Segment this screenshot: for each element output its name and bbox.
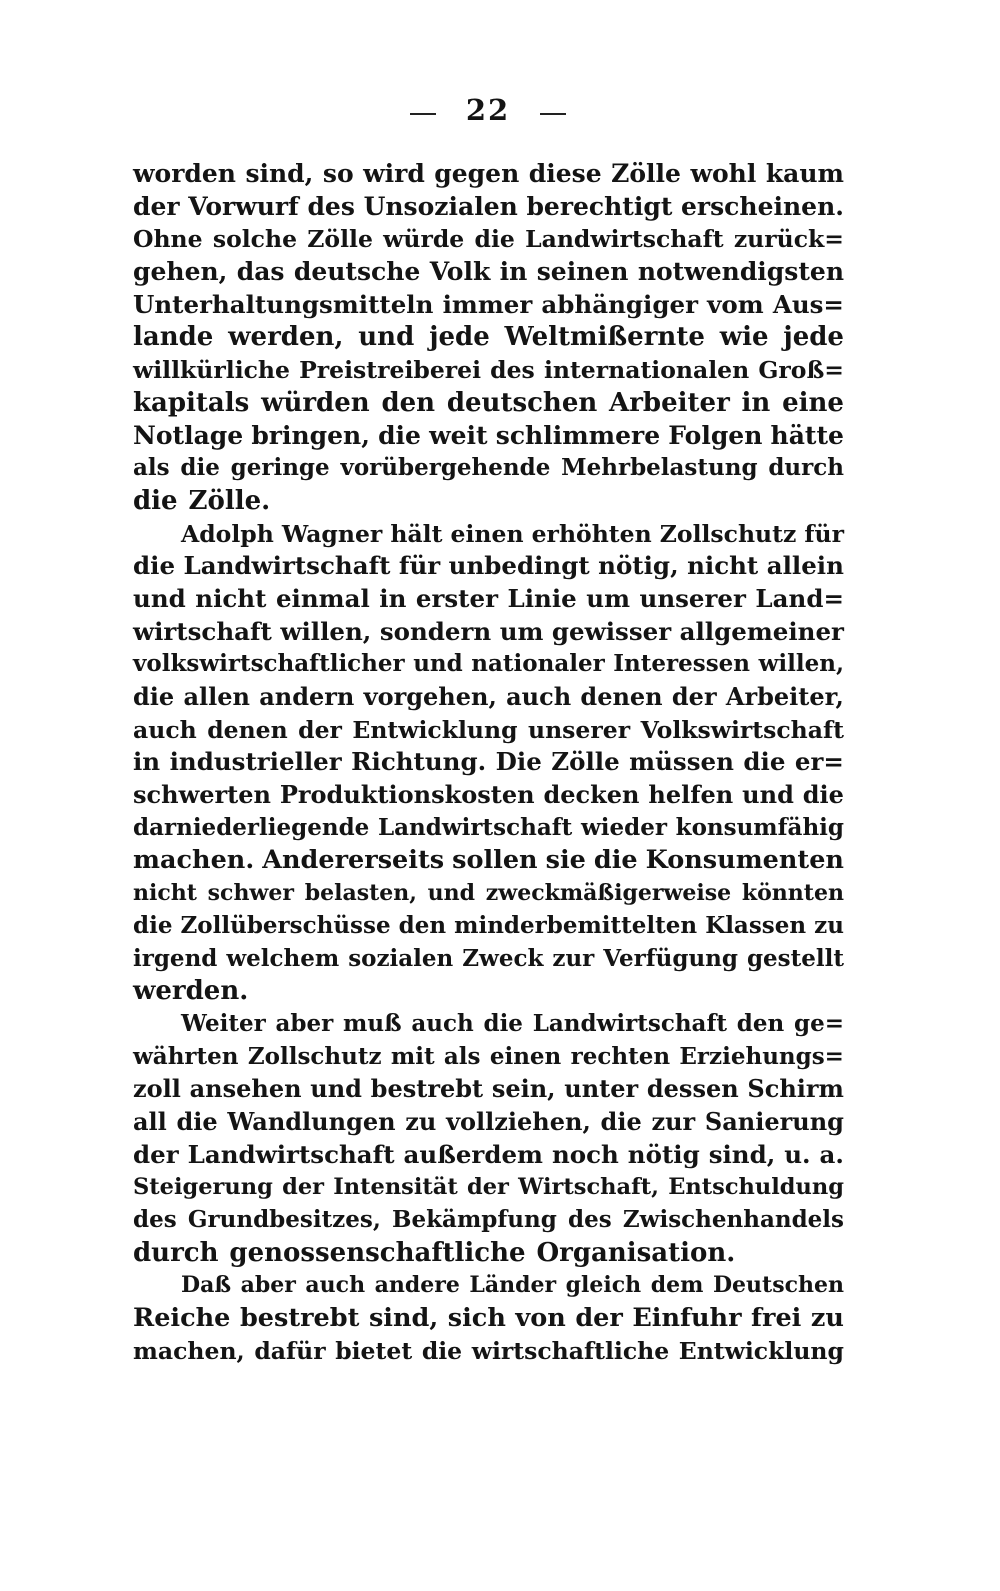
- word: die: [133, 485, 178, 516]
- page-number: 22: [465, 93, 511, 127]
- text-line: [133, 1041, 844, 1074]
- word: wirtschaft: [133, 616, 272, 646]
- word: könnten: [741, 880, 844, 907]
- header-dash-left: [410, 113, 436, 115]
- word: der: [133, 1139, 179, 1169]
- word: Landwirtschaft: [183, 551, 391, 581]
- text-line: [133, 1335, 844, 1368]
- word: so: [322, 159, 354, 188]
- text-line: [133, 289, 844, 322]
- text-line: [133, 910, 844, 943]
- word: Erziehungs=: [679, 1042, 844, 1070]
- word: noch: [551, 1139, 619, 1169]
- word: Notlage: [133, 420, 244, 450]
- word: einen: [450, 519, 524, 548]
- word: allen: [183, 682, 250, 711]
- word: Adolph: [181, 519, 274, 548]
- word: durch: [133, 1237, 219, 1268]
- word: Intensität: [333, 1174, 458, 1201]
- text-line: [133, 975, 844, 1008]
- text-line: [133, 1139, 844, 1172]
- word: Daß: [181, 1272, 232, 1299]
- word: das: [236, 257, 285, 287]
- word: Die: [495, 747, 542, 777]
- word: währten: [133, 1042, 239, 1070]
- text-line: [133, 583, 844, 616]
- word: berechtigt: [526, 191, 673, 221]
- word: welchem: [226, 944, 340, 972]
- text-line: [133, 191, 844, 224]
- text-line: [133, 1073, 844, 1106]
- word: den: [736, 1009, 785, 1037]
- word: Weiter: [181, 1009, 266, 1037]
- text-line: [133, 1269, 844, 1302]
- word: für: [804, 519, 844, 548]
- word: Aus=: [772, 289, 844, 319]
- word: unbedingt: [448, 551, 590, 581]
- word: die: [133, 682, 175, 711]
- word: Zwischenhandels: [622, 1206, 844, 1233]
- word: auch: [305, 1272, 366, 1299]
- text-line: [133, 550, 844, 583]
- text-line: [133, 452, 844, 485]
- text-line: [133, 321, 844, 354]
- word: Wandlungen: [227, 1106, 396, 1136]
- word: durch: [768, 454, 844, 482]
- word: sind,: [245, 159, 314, 188]
- word: gegen: [434, 159, 520, 188]
- word: willkürliche: [133, 356, 290, 385]
- word: einmal: [275, 583, 370, 613]
- word: kapitals: [133, 387, 250, 418]
- word: willen,: [280, 616, 372, 646]
- text-line: [133, 387, 844, 420]
- word: Land=: [755, 583, 844, 613]
- word: dafür: [254, 1336, 326, 1365]
- word: nicht: [195, 583, 267, 613]
- word: gehen,: [133, 257, 228, 287]
- word: vorübergehende: [340, 454, 551, 482]
- word: konsumfähig: [675, 813, 844, 841]
- word: vollziehen,: [446, 1106, 591, 1136]
- word: um: [499, 616, 544, 646]
- word: denen: [207, 715, 288, 744]
- word: Volkswirtschaft: [640, 715, 844, 744]
- word: Landwirtschaft: [377, 813, 573, 841]
- word: Wagner: [281, 519, 383, 548]
- body-text: [133, 158, 844, 1367]
- word: Landwirtschaft: [525, 225, 724, 254]
- text-line: [133, 256, 844, 289]
- word: unserer: [639, 583, 746, 613]
- text-line: [133, 877, 844, 910]
- word: wieder: [580, 813, 667, 841]
- text-line: [133, 812, 844, 845]
- word: hält: [390, 519, 443, 548]
- word: und: [310, 1074, 362, 1104]
- word: immer: [442, 289, 533, 319]
- word: irgend: [133, 944, 218, 972]
- word: andere: [374, 1272, 460, 1299]
- word: notwendigsten: [637, 257, 844, 287]
- word: Reiche: [133, 1303, 231, 1334]
- word: nötig: [627, 1139, 700, 1169]
- word: gleich: [565, 1272, 642, 1299]
- word: schwer: [207, 880, 294, 907]
- word: a.: [819, 1139, 844, 1169]
- word: und: [427, 880, 476, 907]
- word: Bekämpfung: [392, 1206, 557, 1233]
- word: für: [398, 551, 441, 581]
- text-line: [133, 1008, 844, 1041]
- word: in: [379, 583, 407, 613]
- word: Zölle: [611, 159, 681, 188]
- word: kaum: [765, 159, 844, 188]
- word: bringen,: [251, 420, 370, 450]
- word: schlimmere: [495, 420, 661, 450]
- word: zurück=: [733, 225, 844, 254]
- word: auch: [506, 682, 572, 711]
- word: muß: [343, 1009, 402, 1037]
- text-line: [133, 223, 844, 256]
- word: zur: [651, 1106, 696, 1136]
- word: Klassen: [705, 911, 807, 939]
- word: belasten,: [304, 880, 417, 907]
- word: u.: [784, 1139, 811, 1169]
- word: Ohne: [133, 225, 203, 254]
- text-line: [133, 681, 844, 714]
- word: Entwicklung: [678, 1336, 844, 1365]
- word: die: [743, 747, 786, 777]
- text-line: [133, 844, 844, 877]
- word: zu: [810, 1303, 844, 1334]
- word: Volk: [429, 257, 491, 287]
- word: seinen: [536, 257, 629, 287]
- word: Folgen: [668, 420, 763, 450]
- word: die: [483, 1009, 523, 1037]
- word: Mehrbelastung: [561, 454, 758, 482]
- text-line: [133, 485, 844, 518]
- word: und: [358, 322, 415, 353]
- word: zweckmäßigerweise: [485, 880, 732, 907]
- word: nicht: [687, 551, 759, 581]
- word: der: [298, 715, 342, 744]
- word: Verfügung: [603, 944, 738, 972]
- word: Zölle.: [188, 485, 271, 516]
- word: Zollschutz: [659, 519, 797, 548]
- word: Sanierung: [704, 1106, 844, 1136]
- word: wie: [719, 322, 769, 353]
- word: dessen: [646, 1074, 739, 1104]
- text-line: [133, 616, 844, 649]
- word: lande: [133, 322, 214, 353]
- word: jede: [429, 322, 490, 353]
- word: sozialen: [348, 944, 454, 972]
- word: Steigerung: [133, 1174, 273, 1201]
- word: erster: [415, 583, 498, 613]
- word: die: [176, 1106, 218, 1136]
- word: Wirtschaft,: [518, 1174, 660, 1201]
- text-line: [133, 714, 844, 747]
- word: willen,: [758, 650, 844, 678]
- word: Organisation.: [536, 1237, 736, 1268]
- text-line: [133, 158, 844, 191]
- word: erscheinen.: [681, 191, 844, 221]
- word: sind,: [368, 1303, 439, 1334]
- word: des: [568, 1206, 612, 1233]
- text-line: [133, 1237, 844, 1270]
- word: deutsche: [293, 257, 421, 287]
- word: nötig,: [598, 551, 679, 581]
- word: auch: [133, 715, 197, 744]
- word: gewisser: [551, 616, 672, 646]
- word: die: [180, 454, 220, 482]
- word: die: [593, 845, 638, 876]
- word: sollen: [452, 845, 538, 876]
- word: würden: [261, 387, 370, 418]
- word: bestrebt: [239, 1303, 360, 1334]
- word: unter: [564, 1074, 639, 1104]
- word: volkswirtschaftlicher: [133, 650, 405, 678]
- word: werden,: [228, 322, 344, 353]
- text-line: [133, 648, 844, 681]
- word: schwerten: [133, 780, 271, 810]
- word: die: [378, 420, 421, 450]
- word: Interessen: [613, 650, 751, 678]
- word: würde: [383, 225, 465, 254]
- text-line: [133, 943, 844, 976]
- word: geringe: [230, 454, 330, 482]
- word: er=: [794, 747, 844, 777]
- word: Deutschen: [712, 1272, 844, 1299]
- text-line: [133, 1171, 844, 1204]
- word: Linie: [507, 583, 577, 613]
- word: Groß=: [758, 356, 844, 385]
- word: die: [421, 1336, 463, 1365]
- word: aber: [275, 1009, 334, 1037]
- word: eine: [782, 387, 844, 418]
- word: Vorwurf: [188, 191, 299, 221]
- word: die: [600, 1106, 642, 1136]
- header-dash-right: [540, 113, 566, 115]
- word: und: [742, 780, 794, 810]
- word: außerdem: [403, 1139, 543, 1169]
- word: Arbeiter: [609, 387, 730, 418]
- word: die: [133, 551, 176, 581]
- word: allgemeiner: [679, 616, 844, 646]
- word: wohl: [690, 159, 757, 188]
- word: zu: [405, 1106, 437, 1136]
- word: helfen: [648, 780, 734, 810]
- word: vorgehen,: [363, 682, 497, 711]
- word: in: [499, 257, 528, 287]
- word: nationaler: [471, 650, 605, 678]
- word: der: [467, 1174, 509, 1201]
- word: Entwicklung: [352, 715, 518, 744]
- word: dem: [650, 1272, 704, 1299]
- word: einen: [489, 1042, 562, 1070]
- word: Preistreiberei: [299, 356, 482, 385]
- word: Länder: [469, 1272, 557, 1299]
- word: all: [133, 1106, 167, 1136]
- text-line: [133, 354, 844, 387]
- word: industrieller: [169, 747, 342, 777]
- word: Andererseits: [262, 845, 445, 876]
- word: Zweck: [462, 944, 544, 972]
- word: zu: [814, 911, 844, 939]
- text-line: [133, 1302, 844, 1335]
- text-line: [133, 779, 844, 812]
- word: nicht: [133, 880, 197, 907]
- word: Landwirtschaft: [187, 1139, 395, 1169]
- word: machen,: [133, 1336, 245, 1365]
- word: des: [133, 1206, 177, 1233]
- word: weit: [429, 420, 488, 450]
- word: ge=: [793, 1009, 844, 1037]
- word: der: [133, 191, 180, 221]
- word: die: [474, 225, 515, 254]
- word: sind,: [708, 1139, 776, 1169]
- word: abhängiger: [541, 289, 698, 319]
- word: denen: [580, 682, 663, 711]
- word: Arbeiter,: [725, 682, 844, 711]
- word: machen.: [133, 845, 255, 876]
- text-line: [133, 420, 844, 453]
- word: genossenschaftliche: [229, 1237, 526, 1268]
- word: bietet: [335, 1336, 413, 1365]
- word: mit: [390, 1042, 435, 1070]
- word: aber: [240, 1272, 296, 1299]
- word: der: [282, 1174, 324, 1201]
- word: Zölle: [551, 747, 620, 777]
- word: die: [133, 911, 173, 939]
- word: Entschuldung: [668, 1174, 844, 1201]
- word: Grundbesitzes,: [187, 1206, 381, 1233]
- word: und: [413, 650, 463, 678]
- word: deutschen: [446, 387, 598, 418]
- page-header: [0, 86, 1000, 134]
- word: die: [802, 780, 844, 810]
- word: diese: [528, 159, 602, 188]
- word: um: [586, 583, 630, 613]
- word: auch: [411, 1009, 474, 1037]
- word: zur: [552, 944, 595, 972]
- word: rechten: [570, 1042, 671, 1070]
- word: vom: [707, 289, 764, 319]
- word: ansehen: [189, 1074, 302, 1104]
- word: den: [381, 387, 436, 418]
- word: Landwirtschaft: [532, 1009, 727, 1037]
- word: sich: [447, 1303, 506, 1334]
- word: andern: [259, 682, 355, 711]
- word: unserer: [528, 715, 631, 744]
- text-line: [133, 518, 844, 551]
- word: solche: [212, 225, 298, 254]
- word: hätte: [770, 420, 844, 450]
- word: in: [741, 387, 771, 418]
- word: in: [133, 747, 161, 777]
- word: Zölle: [307, 225, 373, 254]
- word: von: [515, 1303, 566, 1334]
- word: Zollüberschüsse: [180, 911, 391, 939]
- word: jede: [783, 322, 844, 353]
- word: Einfuhr: [632, 1303, 742, 1334]
- word: als: [443, 1042, 481, 1070]
- word: bestrebt: [370, 1074, 484, 1104]
- text-line: [133, 1106, 844, 1139]
- word: decken: [543, 780, 640, 810]
- text-line: [133, 746, 844, 779]
- word: des: [490, 356, 535, 385]
- word: Unterhaltungsmitteln: [133, 289, 434, 319]
- word: des: [307, 191, 355, 221]
- word: und: [133, 583, 186, 613]
- word: Schirm: [747, 1074, 844, 1104]
- word: sein,: [491, 1074, 556, 1104]
- word: Produktionskosten: [279, 780, 535, 810]
- word: internationalen: [543, 356, 750, 385]
- text-line: [133, 1204, 844, 1237]
- word: Konsumenten: [645, 845, 844, 876]
- word: allein: [766, 551, 844, 581]
- word: als: [133, 454, 170, 482]
- word: Richtung.: [351, 747, 487, 777]
- word: Weltmißernte: [504, 322, 705, 353]
- word: zoll: [133, 1074, 181, 1104]
- word: wirtschaftliche: [471, 1336, 670, 1365]
- word: frei: [751, 1303, 802, 1334]
- word: Unsozialen: [363, 191, 518, 221]
- word: worden: [133, 159, 236, 188]
- word: erhöhten: [531, 519, 652, 548]
- word: der: [671, 682, 717, 711]
- word: sondern: [379, 616, 492, 646]
- word: wird: [363, 159, 425, 188]
- word: werden.: [133, 976, 249, 1007]
- word: gestellt: [746, 944, 844, 972]
- word: sie: [545, 845, 586, 876]
- word: müssen: [629, 747, 734, 777]
- word: Zollschutz: [247, 1042, 382, 1070]
- word: den: [398, 911, 447, 939]
- word: minderbemittelten: [454, 911, 698, 939]
- word: der: [575, 1303, 623, 1334]
- word: darniederliegende: [133, 813, 370, 841]
